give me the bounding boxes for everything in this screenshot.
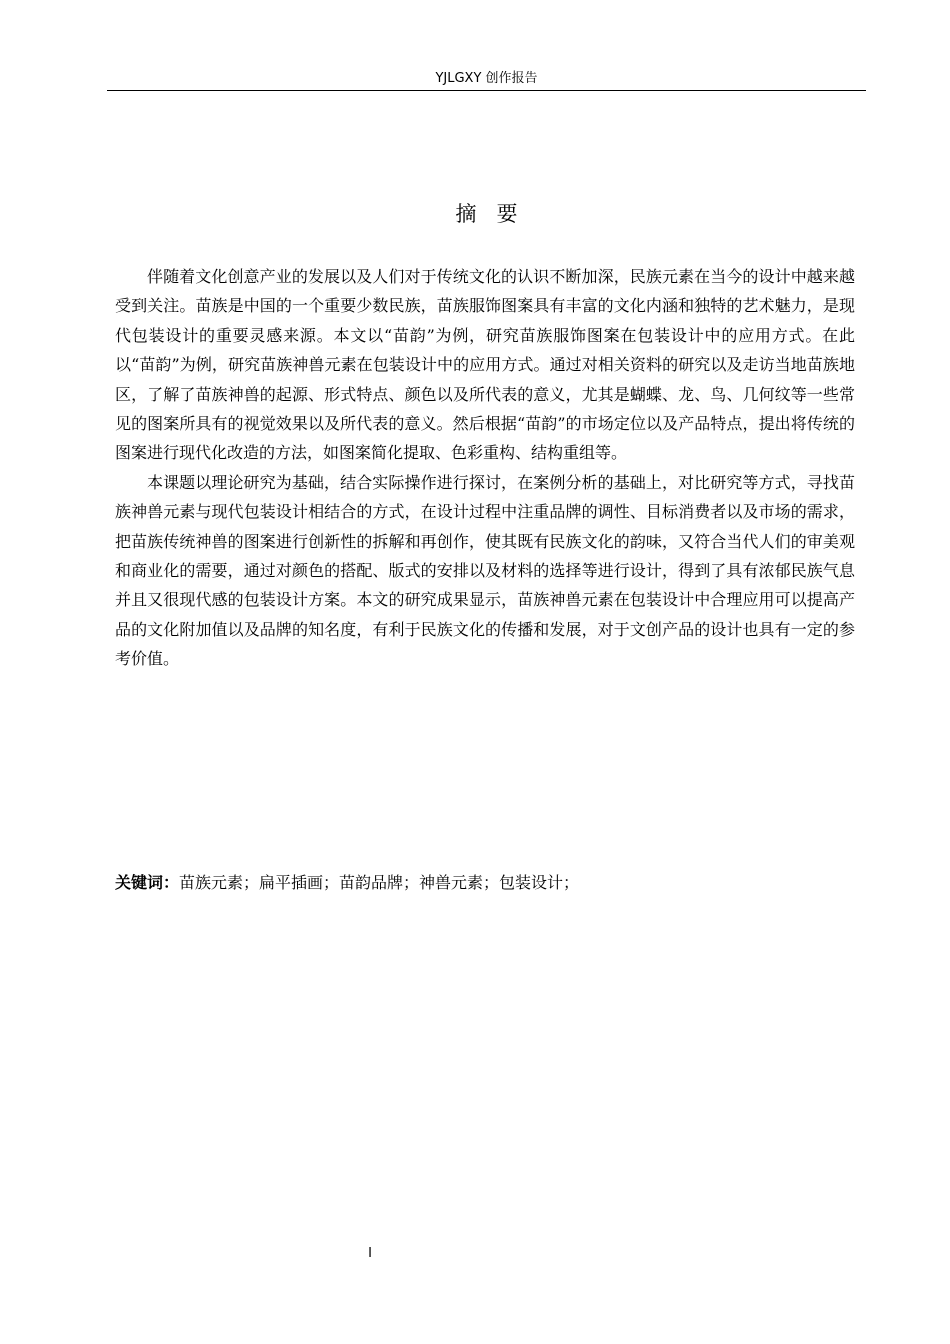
- abstract-paragraph-1: 伴随着文化创意产业的发展以及人们对于传统文化的认识不断加深，民族元素在当今的设计中越来越受到关注。苗族是中国的一个重要少数民族，苗族服饰图案具有丰富的文化内涵和独特的艺术魅力，是现代包装设计的重要灵感来源。本文以“苗韵”为例，研究苗族服饰图案在包装设计中的应用方式。在此以“苗韵”为例，研究苗族神兽元素在包装设计中的应用方式。通过对相关资料的研究以及走访当地苗族地区，了解了苗族神兽的起源、形式特点、颜色以及所代表的意义，尤其是蝴蝶、龙、鸟、几何纹等一些常见的图案所具有的视觉效果以及所代表的意义。然后根据“苗韵”的市场定位以及产品特点，提出将传统的图案进行现代化改造的方法，如图案简化提取、色彩重构、结构重组等。: [115, 267, 855, 463]
- keywords: [115, 868, 855, 897]
- keywords-value: 苗族元素；扁平插画；苗韵品牌；神兽元素；包装设计；: [179, 873, 580, 892]
- page-title: 摘要: [455, 202, 538, 226]
- page-header: [107, 68, 866, 91]
- keywords-label: 关键词：: [115, 873, 180, 892]
- page-number: I: [368, 1246, 372, 1261]
- header-text: YJLGXY 创作报告: [435, 71, 538, 86]
- abstract-paragraph-2: 本课题以理论研究为基础，结合实际操作进行探讨，在案例分析的基础上，对比研究等方式，寻找苗族神兽元素与现代包装设计相结合的方式，在设计过程中注重品牌的调性、目标消费者以及市场的需求，把苗族传统神兽的图案进行创新性的拆解和再创作，使其既有民族文化的韵味，又符合当代人们的审美观和商业化的需要，通过对颜色的搭配、版式的安排以及材料的选择等进行设计，得到了具有浓郁民族气息并且又很现代感的包装设计方案。本文的研究成果显示，苗族神兽元素在包装设计中合理应用可以提高产品的文化附加值以及品牌的知名度，有利于民族文化的传播和发展，对于文创产品的设计也具有一定的参考价值。: [115, 472, 855, 669]
- abstract-body: [115, 262, 855, 674]
